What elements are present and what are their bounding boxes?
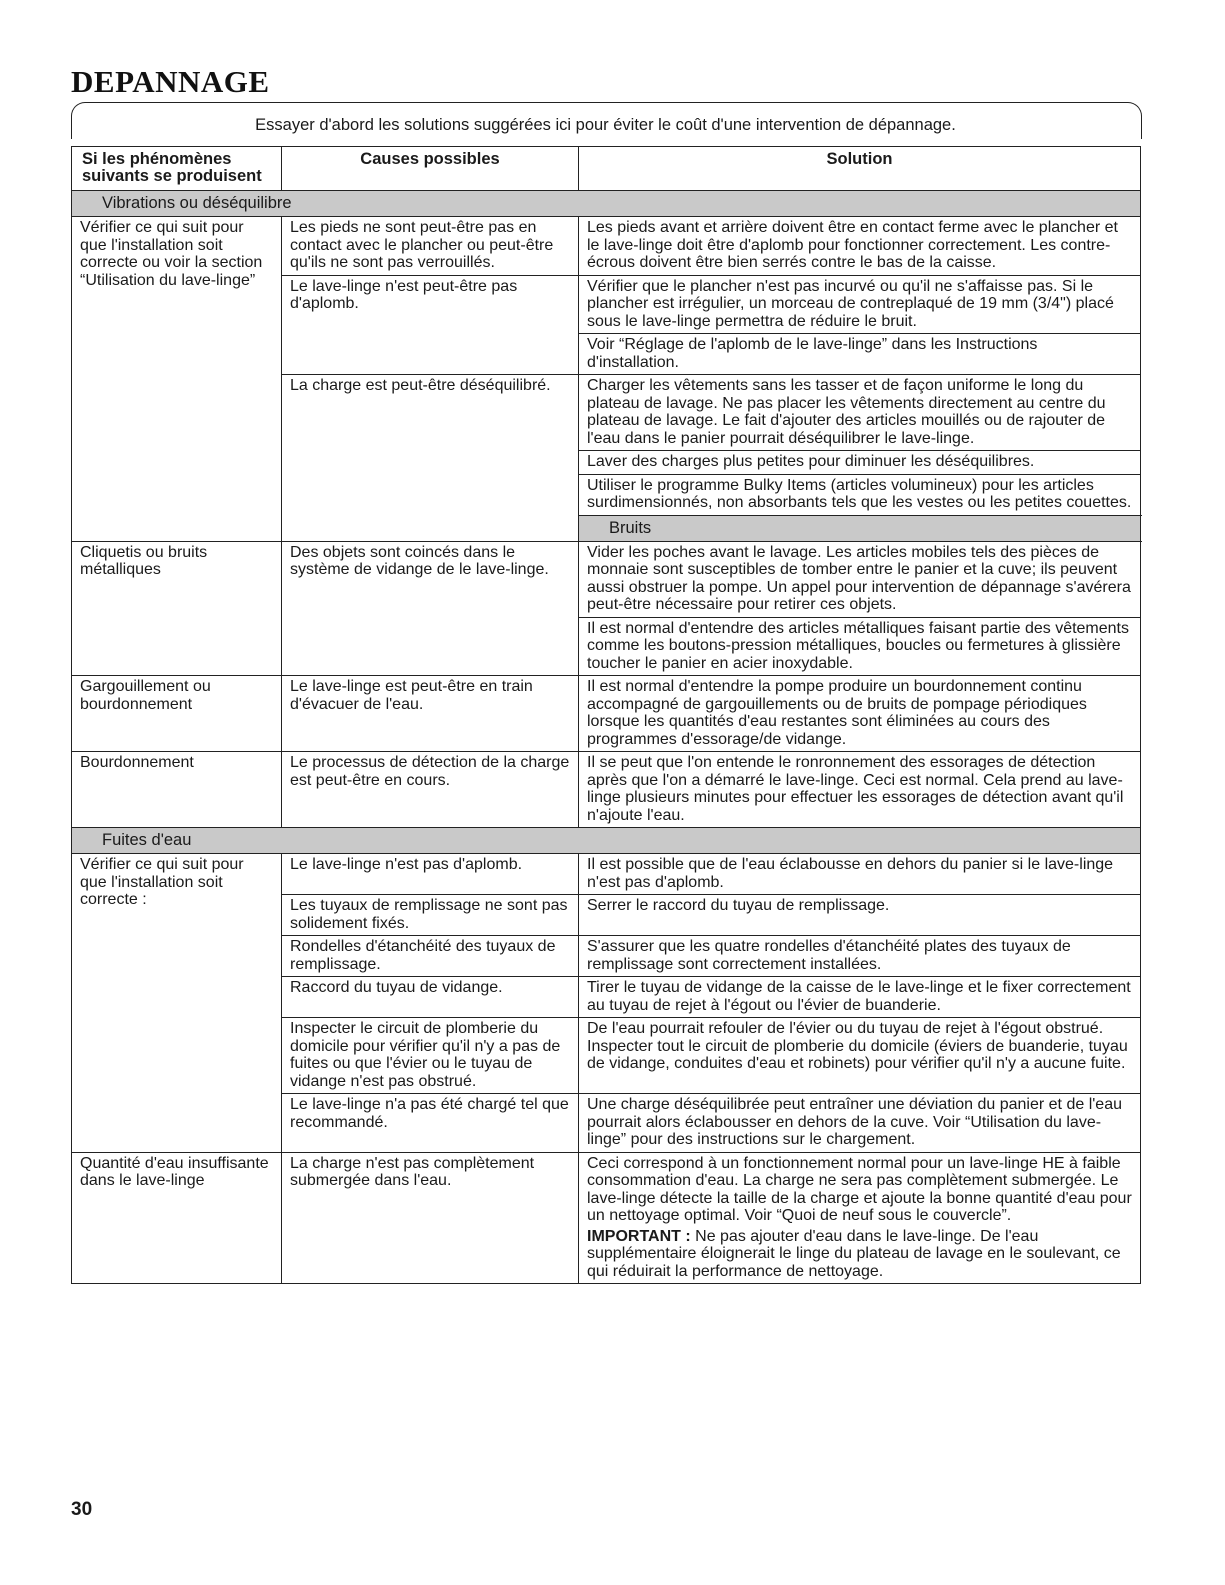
section-title-vibrations: Vibrations ou déséquilibre bbox=[72, 191, 1141, 217]
troubleshooting-table bbox=[71, 146, 1141, 1284]
solution-cell: Une charge déséquilibrée peut entraîner une déviation du panier et de l'eau pourrait alors éclabousser en dehors de la cuve. Voir “Utilisation du lave-linge” pour des instructions sur le chargement. bbox=[579, 1094, 1141, 1153]
solution-cell: Il se peut que l'on entende le ronronnement des essorages de détection après que l'on a démarré le lave-linge. Ceci est normal. Cela prend au lave-linge plusieurs minutes pour effectuer les essorages de détection avant qu'il n'ajoute l'eau. bbox=[579, 752, 1141, 828]
solution-cell: Tirer le tuyau de vidange de la caisse de le lave-linge et le fixer correctement au tuyau de rejet à l'égout ou l'évier de buanderie. bbox=[579, 977, 1141, 1018]
important-text: Ne pas ajouter d'eau dans le lave-linge. De l'eau supplémentaire éloignerait le linge du plateau de lavage en le soulevant, ce qui réduirait la performance de nettoyage. bbox=[587, 1227, 1121, 1280]
table-row bbox=[72, 752, 1141, 828]
cause-cell: Raccord du tuyau de vidange. bbox=[282, 977, 579, 1018]
header-row bbox=[72, 147, 1141, 191]
header-symptoms: Si les phénomènes suivants se produisent bbox=[72, 147, 282, 191]
section-title-bruits: Bruits bbox=[579, 515, 1141, 541]
cause-cell: Les pieds ne sont peut-être pas en contact avec le plancher ou peut-être qu'ils ne sont pas verrouillés. bbox=[282, 217, 579, 276]
solution-cell: Les pieds avant et arrière doivent être en contact ferme avec le plancher et le lave-linge doit être d'aplomb pour fonctionner correctement. Les contre-écrous doivent être bien serrés contre le bas de la caisse. bbox=[579, 217, 1141, 276]
table-row bbox=[72, 676, 1141, 752]
cause-cell: Le lave-linge n'a pas été chargé tel que recommandé. bbox=[282, 1094, 579, 1153]
symptom-cell: Vérifier ce qui suit pour que l'installation soit correcte : bbox=[72, 854, 282, 1153]
solution-cell: Il est normal d'entendre la pompe produire un bourdonnement continu accompagné de gargouillements ou de bruits de pompage périodiques lorsque les quantités d'eau restantes sont éliminées au cours des programmes d'essorage/de vidange. bbox=[579, 676, 1141, 752]
cause-cell: Des objets sont coincés dans le système de vidange de le lave-linge. bbox=[282, 541, 579, 676]
table-row bbox=[72, 217, 1141, 276]
table-row bbox=[72, 541, 1141, 617]
solution-cell: Voir “Réglage de l'aplomb de le lave-linge” dans les Instructions d'installation. bbox=[579, 334, 1141, 375]
cause-cell: Le processus de détection de la charge est peut-être en cours. bbox=[282, 752, 579, 828]
cause-cell: La charge est peut-être déséquilibré. bbox=[282, 375, 579, 542]
important-label: IMPORTANT : bbox=[587, 1227, 691, 1245]
solution-cell: Charger les vêtements sans les tasser et de façon uniforme le long du plateau de lavage. Ne pas placer les vêtements directement au centre du plateau de lavage. Le fait d'ajouter des articles mouillés ou de rajouter de l'eau dans le panier pourrait déséquilibrer le lave-linge. bbox=[579, 375, 1141, 451]
solution-cell: Il est normal d'entendre des articles métalliques faisant partie des vêtements comme les boutons-pression métalliques, boucles ou fermetures à glissière toucher le panier en acier inoxydable. bbox=[579, 617, 1141, 676]
section-row bbox=[72, 191, 1141, 217]
symptom-cell: Cliquetis ou bruits métalliques bbox=[72, 541, 282, 676]
solution-paragraph: Ceci correspond à un fonctionnement normal pour un lave-linge HE à faible consommation d'eau. La charge ne sera pas complètement submergée. Le lave-linge détecte la taille de la charge et ajoute la bonne quantité d'eau pour un nettoyage optimal. Voir “Quoi de neuf sous le couvercle”. bbox=[587, 1154, 1132, 1224]
page-title: DEPANNAGE bbox=[71, 64, 270, 99]
solution-cell bbox=[579, 1152, 1141, 1284]
symptom-cell: Gargouillement ou bourdonnement bbox=[72, 676, 282, 752]
cause-cell: Le lave-linge n'est peut-être pas d'aplomb. bbox=[282, 275, 579, 375]
section-title-fuites: Fuites d'eau bbox=[72, 828, 1141, 854]
table-row bbox=[72, 1152, 1141, 1284]
solution-cell: De l'eau pourrait refouler de l'évier ou du tuyau de rejet à l'égout obstrué. Inspecter tout le circuit de plomberie du domicile (éviers de buanderie, tuyau de vidange, conduites d'eau et robinets) pour vérifier qu'il n'y a aucune fuite. bbox=[579, 1018, 1141, 1094]
solution-cell: S'assurer que les quatre rondelles d'étanchéité plates des tuyaux de remplissage sont correctement installées. bbox=[579, 936, 1141, 977]
page-number: 30 bbox=[71, 1499, 93, 1520]
important-note bbox=[587, 1228, 1132, 1281]
cause-cell: Le lave-linge est peut-être en train d'évacuer de l'eau. bbox=[282, 676, 579, 752]
solution-cell: Il est possible que de l'eau éclabousse en dehors du panier si le lave-linge n'est pas d'aplomb. bbox=[579, 854, 1141, 895]
solution-cell: Vider les poches avant le lavage. Les articles mobiles tels des pièces de monnaie sont susceptibles de tomber entre le panier et la cuve; ils peuvent aussi obstruer la pompe. Un appel pour intervention de dépannage s'avérera peut-être nécessaire pour retirer ces objets. bbox=[579, 541, 1141, 617]
symptom-cell: Bourdonnement bbox=[72, 752, 282, 828]
header-solution: Solution bbox=[579, 147, 1141, 191]
intro-text: Essayer d'abord les solutions suggérées ici pour éviter le coût d'une intervention de dépannage. bbox=[255, 116, 956, 134]
cause-cell: Rondelles d'étanchéité des tuyaux de remplissage. bbox=[282, 936, 579, 977]
table-row bbox=[72, 854, 1141, 895]
cause-cell: Les tuyaux de remplissage ne sont pas solidement fixés. bbox=[282, 895, 579, 936]
solution-cell: Utiliser le programme Bulky Items (articles volumineux) pour les articles surdimensionnés, non absorbants tels que les vestes ou les petites couettes. bbox=[579, 474, 1141, 515]
header-causes: Causes possibles bbox=[282, 147, 579, 191]
symptom-cell: Quantité d'eau insuffisante dans le lave-linge bbox=[72, 1152, 282, 1284]
cause-cell: Inspecter le circuit de plomberie du domicile pour vérifier qu'il n'y a pas de fuites ou que l'évier ou le tuyau de vidange n'est pas obstrué. bbox=[282, 1018, 579, 1094]
symptom-cell: Vérifier ce qui suit pour que l'installation soit correcte ou voir la section “Utilisation du lave-linge” bbox=[72, 217, 282, 542]
solution-cell: Serrer le raccord du tuyau de remplissage. bbox=[579, 895, 1141, 936]
solution-cell: Vérifier que le plancher n'est pas incurvé ou qu'il ne s'affaisse pas. Si le plancher est irrégulier, un morceau de contreplaqué de 19 mm (3/4") placé sous le lave-linge permettra de réduire le bruit. bbox=[579, 275, 1141, 334]
cause-cell: La charge n'est pas complètement submergée dans l'eau. bbox=[282, 1152, 579, 1284]
section-row bbox=[72, 828, 1141, 854]
cause-cell: Le lave-linge n'est pas d'aplomb. bbox=[282, 854, 579, 895]
solution-cell: Laver des charges plus petites pour diminuer les déséquilibres. bbox=[579, 451, 1141, 475]
